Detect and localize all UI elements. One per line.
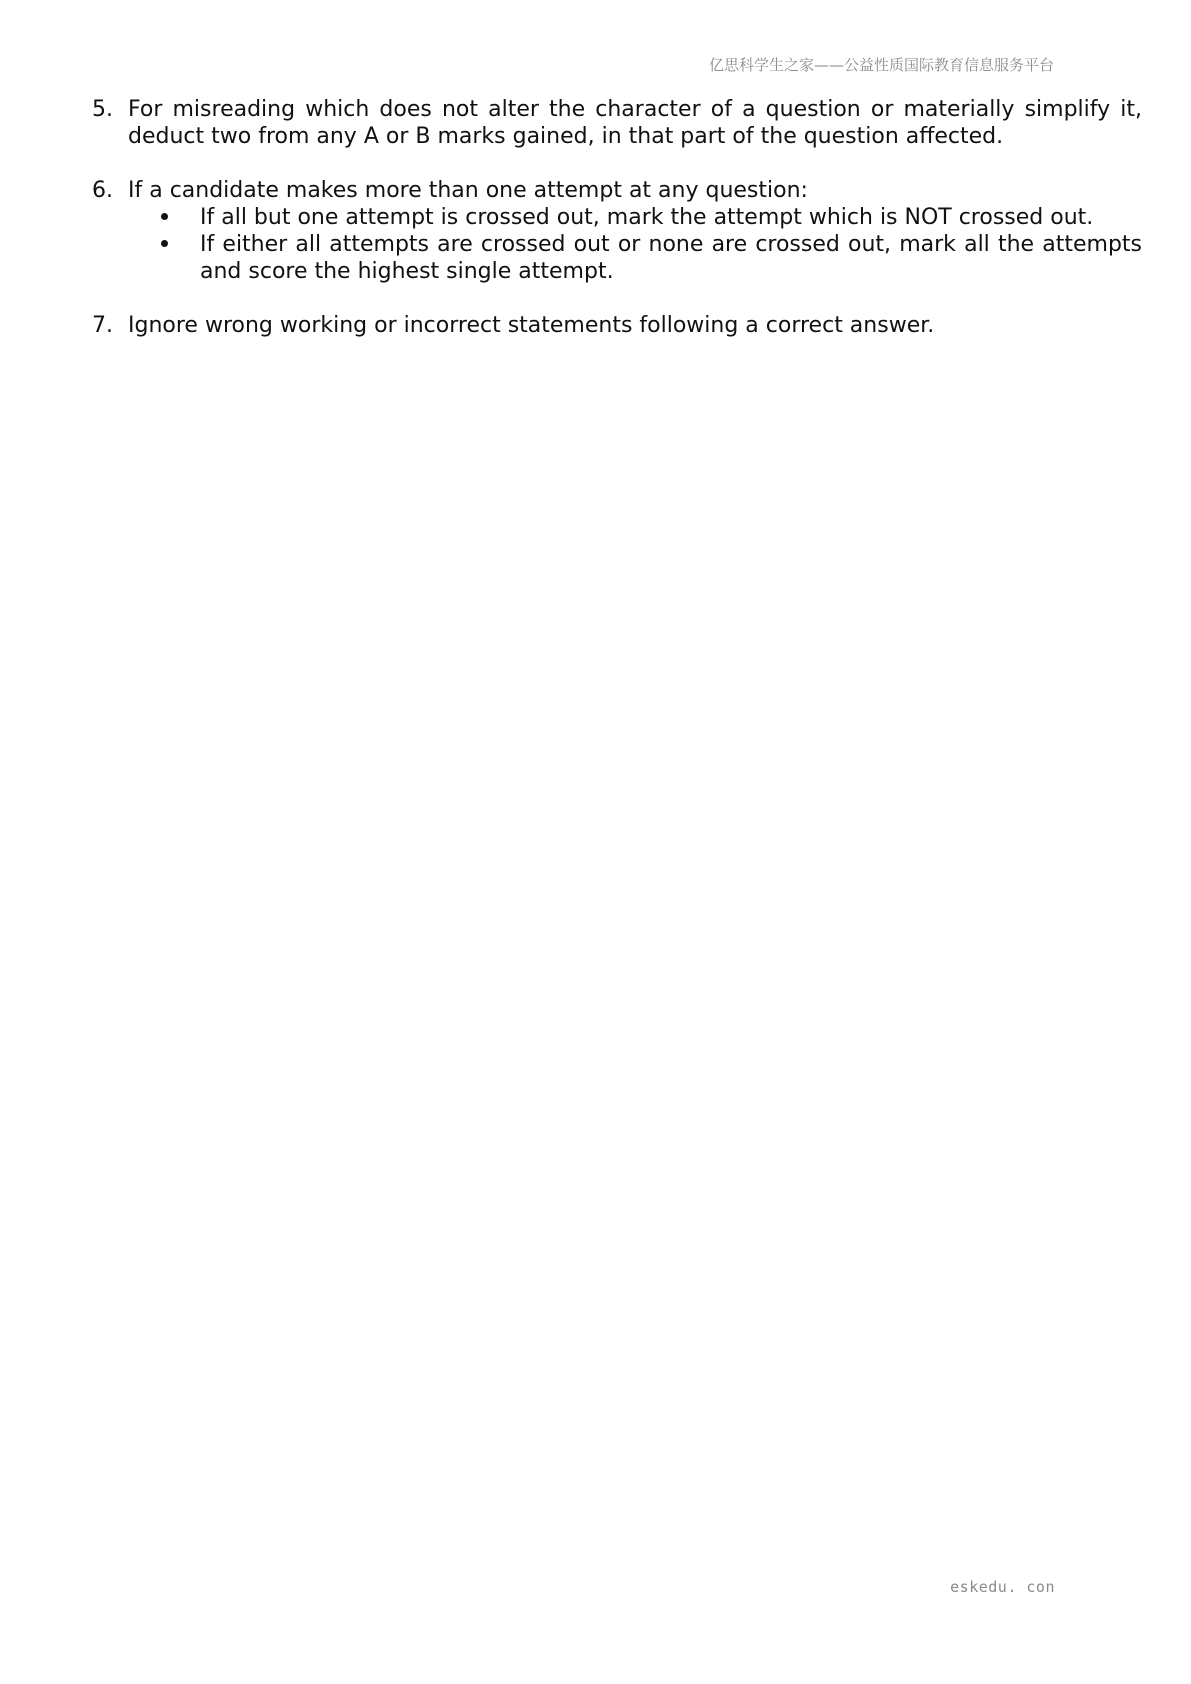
rule-text: If a candidate makes more than one attempt at any question: [128, 178, 808, 203]
rule-body [128, 177, 1142, 285]
bullet-item [128, 204, 1142, 231]
bullet-text: If either all attempts are crossed out or none are crossed out, mark all the attempts and score the highest single attempt. [200, 232, 1142, 284]
rule-text: Ignore wrong working or incorrect statements following a correct answer. [128, 313, 935, 338]
bullet-icon [128, 231, 200, 285]
bullet-icon [128, 204, 200, 231]
bullet-list [128, 204, 1142, 285]
rule-text: For misreading which does not alter the character of a question or materially simplify it, deduct two from any A or B marks gained, in that part of the question affected. [128, 97, 1142, 149]
marking-rules [92, 96, 1142, 366]
rule-6 [92, 177, 1142, 285]
rule-number: 6. [92, 178, 113, 203]
bullet-item [128, 231, 1142, 285]
bullet-text: If all but one attempt is crossed out, mark the attempt which is NOT crossed out. [200, 205, 1094, 230]
header-watermark: 亿思科学生之家——公益性质国际教育信息服务平台 [708, 56, 1054, 74]
rule-number: 7. [92, 313, 113, 338]
footer-watermark: eskedu. con [950, 1578, 1055, 1596]
rule-5 [92, 96, 1142, 150]
rule-number: 5. [92, 97, 113, 122]
rule-7 [92, 312, 1142, 339]
